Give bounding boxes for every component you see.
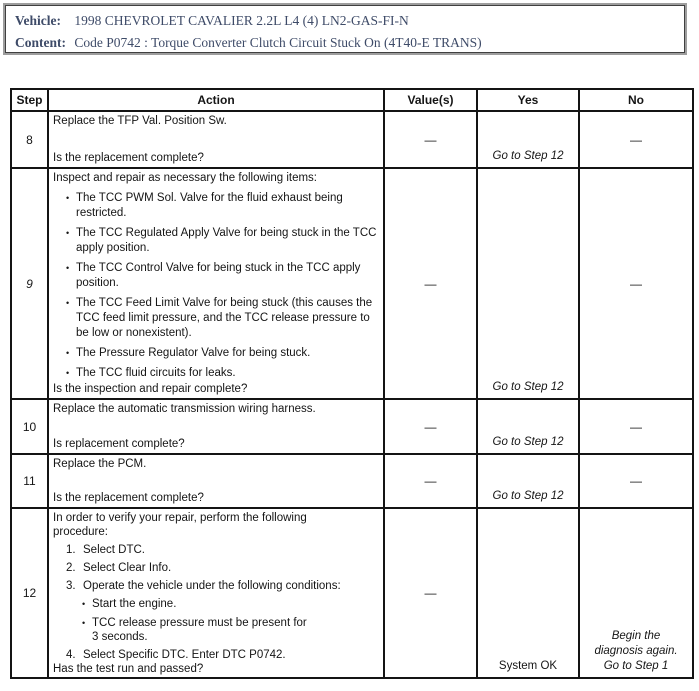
action-cell [48,508,384,678]
list-item [66,346,379,361]
list-item [66,226,379,256]
table-row-step-11 [11,454,693,508]
bullet-icon: • [66,263,70,273]
item-number: 2. [66,562,76,574]
action-content [53,171,379,396]
numbered-item [66,579,379,593]
action-intro: In order to verify your repair, perform the following procedure: [53,512,307,538]
bullet-text: The Pressure Regulator Valve for being stuck. [76,347,311,359]
step-cell: 12 [11,508,48,678]
content-row [15,32,684,54]
vehicle-label: Vehicle: [15,13,61,28]
action-question: Is the inspection and repair complete? [53,383,248,395]
action-content [53,457,379,505]
item-number: 3. [66,580,76,592]
column-header-no: No [579,89,693,111]
no-cell-text: Begin the diagnosis again. Go to Step 1 [594,630,678,672]
bullet-text: The TCC Feed Limit Valve for being stuck (this causes the TCC feed limit pressure, and the TCC release pressure to be low or nonexistent). [76,297,373,339]
step-cell: 8 [11,111,48,168]
content-value: Code P0742 : Torque Converter Clutch Circuit Stuck On (4T40-E TRANS) [74,35,482,50]
item-text: Select Clear Info. [83,562,172,574]
content-label: Content: [15,35,66,50]
bullet-icon: • [66,298,70,308]
column-header-yes: Yes [477,89,579,111]
action-cell [48,399,384,454]
table-row-step-12 [11,508,693,678]
action-cell [48,168,384,399]
vehicle-info-box [5,5,685,53]
table-row-step-8 [11,111,693,168]
action-intro: Replace the PCM. [53,458,147,470]
no-cell: — [579,168,693,399]
action-content [53,114,379,165]
yes-cell: System OK [477,508,579,678]
action-intro: Replace the TFP Val. Position Sw. [53,115,227,127]
list-item [66,366,379,381]
bullet-icon: • [66,228,70,238]
item-text: Operate the vehicle under the following conditions: [83,580,341,592]
action-content [53,402,379,451]
list-item [66,191,379,221]
bullet-icon: • [82,618,86,628]
diagnostic-table [10,88,694,679]
vehicle-row [15,10,684,32]
value-cell: — [384,454,477,508]
no-cell [579,508,693,678]
value-cell: — [384,508,477,678]
numbered-item [66,543,379,557]
bullet-text: TCC release pressure must be present for 3 seconds. [92,617,307,643]
column-header-step: Step [11,89,48,111]
vehicle-value: 1998 CHEVROLET CAVALIER 2.2L L4 (4) LN2-GAS-FI-N [74,13,409,28]
no-cell: — [579,399,693,454]
column-header-action: Action [48,89,384,111]
bullet-text: Start the engine. [92,598,177,610]
item-text: Select Specific DTC. Enter DTC P0742. [83,649,286,661]
step-cell: 11 [11,454,48,508]
no-cell: — [579,454,693,508]
yes-cell: Go to Step 12 [477,168,579,399]
yes-cell: Go to Step 12 [477,111,579,168]
bullet-icon: • [82,599,86,609]
step-cell: 9 [11,168,48,399]
bullet-icon: • [66,348,70,358]
action-question: Is replacement complete? [53,438,185,450]
action-cell [48,111,384,168]
action-content [53,511,379,675]
numbered-item [66,648,379,662]
sub-list-item [82,616,379,644]
column-header-values: Value(s) [384,89,477,111]
action-question: Is the replacement complete? [53,152,204,164]
bullet-text: The TCC Regulated Apply Valve for being stuck in the TCC apply position. [76,227,377,254]
list-item [66,296,379,341]
item-text: Select DTC. [83,544,145,556]
bullet-text: The TCC PWM Sol. Valve for the fluid exhaust being restricted. [76,192,343,219]
bullet-icon: • [66,193,70,203]
value-cell: — [384,399,477,454]
item-number: 4. [66,649,76,661]
bullet-text: The TCC Control Valve for being stuck in the TCC apply position. [76,262,361,289]
yes-cell: Go to Step 12 [477,399,579,454]
bullet-icon: • [66,368,70,378]
yes-cell: Go to Step 12 [477,454,579,508]
item-number: 1. [66,544,76,556]
list-item [66,261,379,291]
value-cell: — [384,111,477,168]
table-header-row [11,89,693,111]
action-intro: Replace the automatic transmission wiring harness. [53,403,316,415]
numbered-item [66,561,379,575]
step-cell: 10 [11,399,48,454]
value-cell: — [384,168,477,399]
action-question: Has the test run and passed? [53,663,204,675]
action-cell [48,454,384,508]
bullet-text: The TCC fluid circuits for leaks. [76,367,236,379]
table-row-step-10 [11,399,693,454]
sub-list-item [82,597,379,612]
action-question: Is the replacement complete? [53,492,204,504]
action-intro: Inspect and repair as necessary the following items: [53,172,317,184]
no-cell: — [579,111,693,168]
table-row-step-9 [11,168,693,399]
